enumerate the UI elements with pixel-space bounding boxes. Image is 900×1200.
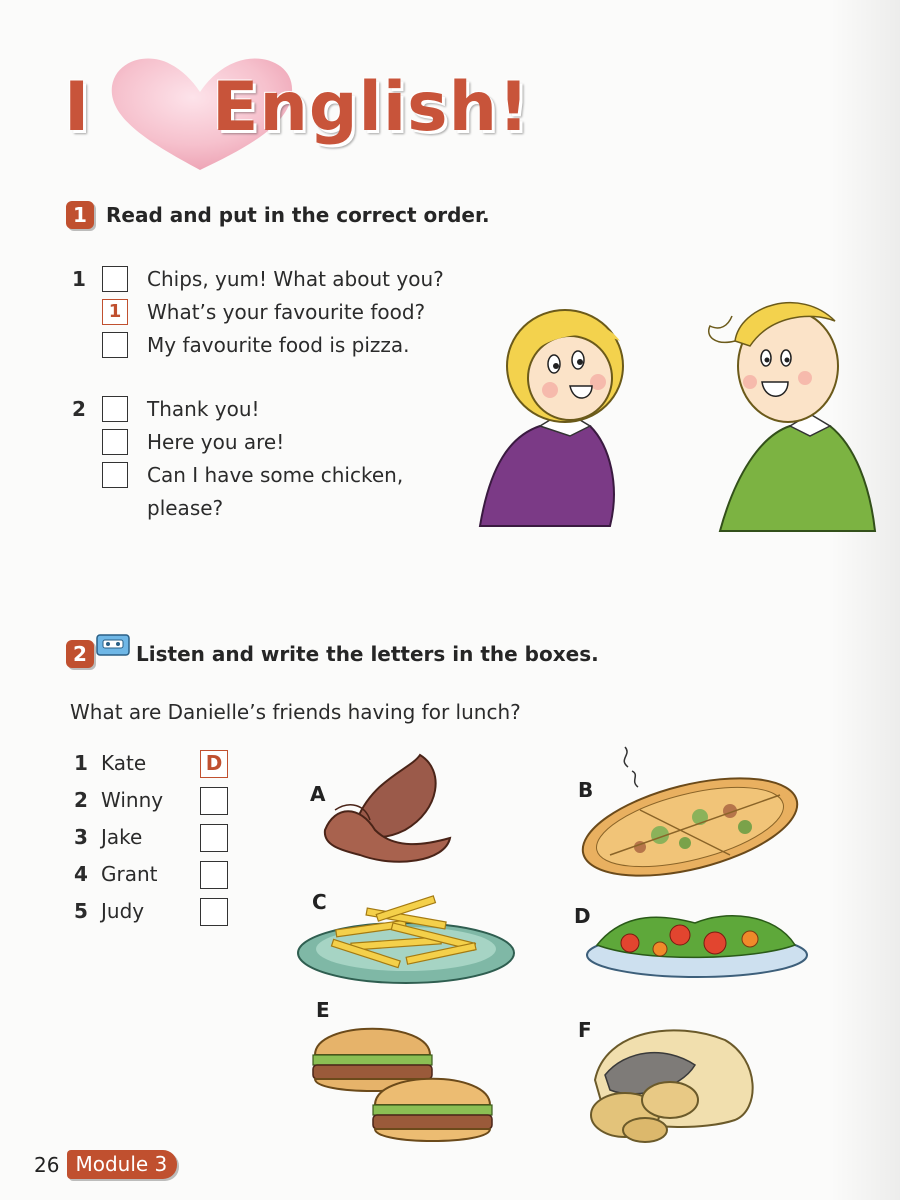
dialogue-text: What’s your favourite food?	[147, 300, 426, 324]
group-number: 2	[72, 397, 86, 421]
order-box[interactable]	[102, 266, 128, 292]
order-box[interactable]	[102, 396, 128, 422]
sausages-icon	[315, 750, 455, 870]
answer-box[interactable]	[200, 861, 228, 889]
item-name: Judy	[101, 899, 145, 923]
potatoes-icon	[585, 1020, 765, 1145]
food-letter-b: B	[578, 778, 594, 802]
item-number: 5	[74, 899, 88, 923]
food-letter-c: C	[312, 890, 327, 914]
girl-figure	[480, 310, 623, 526]
dialogue-text: Thank you!	[147, 397, 260, 421]
page-edge-shadow	[830, 0, 900, 1200]
page-footer	[34, 1150, 177, 1179]
item-name: Grant	[101, 862, 158, 886]
food-letter-a: A	[310, 782, 326, 806]
item-number: 2	[74, 788, 88, 812]
dialogue-line	[72, 263, 492, 296]
answer-box[interactable]	[200, 824, 228, 852]
question-text: What are Danielle’s friends having for lunch?	[70, 700, 521, 724]
dialogue-group-2	[72, 393, 492, 525]
title-word: English!	[212, 68, 531, 147]
dialogue-text: Here you are!	[147, 430, 285, 454]
order-box[interactable]	[102, 429, 128, 455]
dialogue-group-1	[72, 263, 492, 362]
food-letter-e: E	[316, 998, 330, 1022]
item-name: Jake	[101, 825, 143, 849]
title-prefix: I	[64, 68, 91, 147]
answer-box[interactable]	[200, 787, 228, 815]
answer-box[interactable]	[200, 898, 228, 926]
exercise-instruction: Read and put in the correct order.	[106, 203, 490, 227]
dialogue-line	[72, 393, 492, 426]
exercise-1-header	[66, 201, 490, 229]
dialogue-text: Chips, yum! What about you?	[147, 267, 444, 291]
page-title	[62, 48, 531, 168]
dialogue-line	[72, 296, 492, 329]
order-box[interactable]	[102, 462, 128, 488]
boy-figure	[709, 303, 875, 531]
exercise-number: 1	[66, 201, 94, 229]
item-number: 4	[74, 862, 88, 886]
burgers-icon	[310, 1015, 500, 1150]
answer-box[interactable]: D	[200, 750, 228, 778]
module-badge: Module 3	[67, 1150, 177, 1179]
exercise-number: 2	[66, 640, 94, 668]
food-letter-f: F	[578, 1018, 592, 1042]
dialogue-line	[72, 329, 492, 362]
cassette-icon	[96, 633, 132, 657]
group-number: 1	[72, 267, 86, 291]
order-box[interactable]	[102, 332, 128, 358]
food-letter-d: D	[574, 904, 591, 928]
item-number: 1	[74, 751, 88, 775]
item-number: 3	[74, 825, 88, 849]
children-talking-illustration	[470, 286, 880, 536]
dialogue-text: Can I have some chicken,	[147, 463, 404, 487]
dialogue-line	[72, 426, 492, 459]
dialogue-line	[72, 459, 492, 492]
page-number: 26	[34, 1152, 60, 1177]
salad-icon	[585, 905, 810, 980]
item-name: Winny	[101, 788, 164, 812]
exercise-2-header	[66, 640, 599, 668]
chips-icon	[296, 895, 516, 985]
dialogue-text: please?	[147, 496, 224, 520]
dialogue-text: My favourite food is pizza.	[147, 333, 410, 357]
order-box[interactable]: 1	[102, 299, 128, 325]
item-name: Kate	[101, 751, 147, 775]
dialogue-line	[72, 492, 492, 525]
pizza-icon	[580, 745, 800, 885]
exercise-instruction: Listen and write the letters in the boxes.	[136, 642, 599, 666]
